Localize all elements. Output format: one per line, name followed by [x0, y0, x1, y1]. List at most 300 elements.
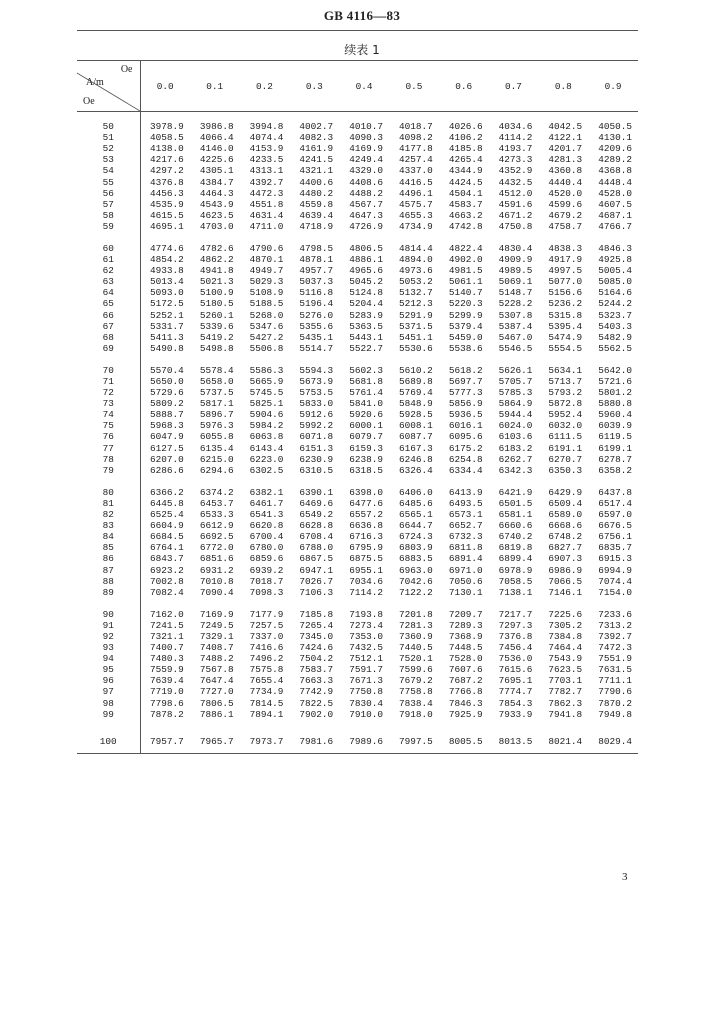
- corner-label-row-unit: Oe: [83, 96, 95, 107]
- column-header: 0.8: [538, 61, 588, 112]
- column-header: 0.4: [339, 61, 389, 112]
- table-row: [77, 542, 638, 553]
- table-cell: 5283.9: [349, 309, 383, 321]
- table-cell: 6939.2: [249, 564, 284, 576]
- table-row: [77, 332, 638, 343]
- row-header-oe: 74: [77, 409, 140, 420]
- table-cell: 6668.6: [548, 520, 583, 532]
- table-cell: 6223.0: [249, 453, 284, 465]
- table-cell: 5498.8: [199, 342, 234, 354]
- table-row: [77, 154, 638, 165]
- group-spacer: [77, 232, 638, 243]
- table-row: [77, 321, 638, 332]
- table-row: [77, 398, 638, 409]
- table-cell: 6270.7: [548, 453, 583, 465]
- table-cell: 6469.6: [299, 497, 334, 509]
- table-cell: 5920.6: [349, 409, 383, 421]
- table-cell: 7209.7: [448, 608, 483, 620]
- table-cell: 5148.7: [498, 287, 533, 299]
- table-cell: 7647.4: [199, 675, 234, 687]
- table-row: [77, 287, 638, 298]
- table-cell: 5236.2: [548, 298, 583, 310]
- table-cell: 7695.1: [498, 675, 533, 687]
- table-cell: 7536.0: [498, 653, 533, 665]
- table-cell: 8021.4: [538, 731, 588, 754]
- table-cell: 6191.1: [548, 442, 583, 454]
- table-cell: 4329.0: [349, 165, 383, 177]
- table-cell: 7313.2: [598, 619, 632, 631]
- table-cell: 7902.0: [299, 708, 334, 720]
- table-cell: 4567.7: [349, 198, 383, 210]
- row-header-oe: 93: [77, 642, 140, 653]
- table-cell: 5419.2: [199, 331, 234, 343]
- table-cell: 7854.3: [498, 697, 533, 709]
- table-cell: 4663.2: [448, 209, 483, 221]
- table-cell: 5228.2: [498, 298, 533, 310]
- table-cell: 6087.7: [399, 431, 433, 443]
- table-cell: 5530.6: [399, 342, 433, 354]
- table-cell: 4870.1: [249, 254, 284, 266]
- table-cell: 7806.5: [199, 697, 234, 709]
- table-cell: 7528.0: [448, 653, 483, 665]
- table-cell: 7591.7: [349, 664, 383, 676]
- table-cell: 7185.8: [299, 608, 334, 620]
- table-cell: 4297.2: [150, 165, 184, 177]
- table-cell: 4321.1: [299, 165, 334, 177]
- table-cell: 3986.8: [199, 121, 234, 133]
- row-header-oe: 100: [77, 731, 140, 754]
- table-cell: 4042.5: [548, 121, 583, 133]
- table-cell: 4766.7: [598, 220, 632, 232]
- table-cell: 6589.0: [548, 509, 583, 521]
- conversion-table-container: [77, 60, 638, 754]
- table-cell: 6955.1: [349, 564, 383, 576]
- table-cell: 4941.8: [199, 265, 234, 277]
- table-row: [77, 465, 638, 476]
- table-cell: 5665.9: [249, 376, 284, 388]
- row-header-oe: 80: [77, 487, 140, 498]
- table-cell: 6063.8: [249, 431, 284, 443]
- table-cell: 6604.9: [150, 520, 184, 532]
- table-cell: 5140.7: [448, 287, 483, 299]
- table-row: [77, 686, 638, 697]
- table-cell: 7925.9: [448, 708, 483, 720]
- row-header-oe: 52: [77, 143, 140, 154]
- table-cell: 7146.1: [548, 586, 583, 598]
- table-cell: 4432.5: [498, 176, 533, 188]
- table-cell: 5276.0: [299, 309, 334, 321]
- row-header-oe: 60: [77, 243, 140, 254]
- table-row: [77, 709, 638, 720]
- table-cell: 4217.6: [150, 154, 184, 166]
- table-cell: 7567.8: [199, 664, 234, 676]
- table-cell: 5069.1: [498, 276, 533, 288]
- table-cell: 4305.1: [199, 165, 234, 177]
- table-cell: 4543.9: [199, 198, 234, 210]
- row-header-oe: 96: [77, 675, 140, 686]
- group-spacer: [77, 354, 638, 365]
- table-cell: 7225.6: [548, 608, 583, 620]
- page-number: 3: [622, 871, 628, 883]
- table-cell: 4925.8: [598, 254, 632, 266]
- table-cell: 7774.7: [498, 686, 533, 698]
- table-cell: 4456.3: [150, 187, 184, 199]
- table-cell: 7066.5: [548, 575, 583, 587]
- table-cell: 5156.6: [548, 287, 583, 299]
- table-cell: 5697.7: [448, 376, 483, 388]
- table-cell: 7997.5: [389, 731, 439, 754]
- table-cell: 4917.9: [548, 254, 583, 266]
- table-cell: 7910.0: [349, 708, 383, 720]
- table-row: [77, 365, 638, 376]
- table-cell: 6127.5: [150, 442, 184, 454]
- row-header-oe: 57: [77, 199, 140, 210]
- table-cell: 6644.7: [399, 520, 433, 532]
- table-cell: 4512.0: [498, 187, 533, 199]
- table-cell: 7941.8: [548, 708, 583, 720]
- table-cell: 4265.4: [448, 154, 483, 166]
- table-cell: 5650.0: [150, 376, 184, 388]
- table-cell: 6740.2: [498, 531, 533, 543]
- table-cell: 7981.6: [289, 731, 339, 754]
- table-cell: 5427.2: [249, 331, 284, 343]
- table-cell: 5872.8: [548, 398, 583, 410]
- table-cell: 5506.8: [249, 342, 284, 354]
- table-cell: 6151.3: [299, 442, 334, 454]
- table-cell: 5912.6: [299, 409, 334, 421]
- table-cell: 6382.1: [249, 486, 284, 498]
- table-cell: 8005.5: [439, 731, 489, 754]
- table-cell: 6421.9: [498, 486, 533, 498]
- table-cell: 5673.9: [299, 376, 334, 388]
- table-cell: 6254.8: [448, 453, 483, 465]
- table-cell: 7265.4: [299, 619, 334, 631]
- table-cell: 7464.4: [548, 642, 583, 654]
- group-spacer: [77, 112, 638, 122]
- table-row: [77, 454, 638, 465]
- table-cell: 5984.2: [249, 420, 284, 432]
- table-cell: 7782.7: [548, 686, 583, 698]
- table-cell: 5451.1: [399, 331, 433, 343]
- table-cell: 7472.3: [598, 642, 632, 654]
- table-cell: 7162.0: [150, 608, 184, 620]
- table-cell: 6199.1: [598, 442, 632, 454]
- table-cell: 4066.4: [199, 132, 234, 144]
- table-cell: 7742.9: [299, 686, 334, 698]
- table-cell: 6398.0: [349, 486, 383, 498]
- table-cell: 5761.4: [349, 387, 383, 399]
- table-cell: 4464.3: [199, 187, 234, 199]
- table-cell: 5825.1: [249, 398, 284, 410]
- table-cell: 4671.2: [498, 209, 533, 221]
- table-cell: 4782.6: [199, 242, 234, 254]
- row-header-oe: 86: [77, 553, 140, 564]
- table-cell: 7679.2: [399, 675, 433, 687]
- row-header-oe: 53: [77, 154, 140, 165]
- table-cell: 7790.6: [598, 686, 632, 698]
- table-cell: 5522.7: [349, 342, 383, 354]
- table-cell: 4742.8: [448, 220, 483, 232]
- table-cell: 4496.1: [399, 187, 433, 199]
- row-header-oe: 85: [77, 542, 140, 553]
- table-cell: 5848.9: [399, 398, 433, 410]
- table-cell: 5880.8: [598, 398, 632, 410]
- table-row: [77, 698, 638, 709]
- table-cell: 4718.9: [299, 220, 334, 232]
- table-cell: 5299.9: [448, 309, 483, 321]
- table-cell: 6581.1: [498, 509, 533, 521]
- table-cell: 4169.9: [349, 143, 383, 155]
- table-cell: 6358.2: [598, 464, 632, 476]
- table-row: [77, 121, 638, 132]
- table-row: [77, 188, 638, 199]
- table-cell: 4726.9: [349, 220, 383, 232]
- table-cell: 5124.8: [349, 287, 383, 299]
- table-cell: 4472.3: [249, 187, 284, 199]
- table-cell: 5968.3: [150, 420, 184, 432]
- table-row: [77, 298, 638, 309]
- row-header-oe: 94: [77, 653, 140, 664]
- group-spacer: [77, 476, 638, 487]
- table-cell: 7026.7: [299, 575, 334, 587]
- table-cell: 5467.0: [498, 331, 533, 343]
- table-cell: 5554.5: [548, 342, 583, 354]
- table-cell: 7798.6: [150, 697, 184, 709]
- table-cell: 6342.3: [498, 464, 533, 476]
- table-cell: 4623.5: [199, 209, 234, 221]
- table-cell: 5077.0: [548, 276, 583, 288]
- table-cell: 5864.9: [498, 398, 533, 410]
- table-cell: 5793.2: [548, 387, 583, 399]
- table-cell: 4750.8: [498, 220, 533, 232]
- table-cell: 5634.1: [548, 364, 583, 376]
- table-cell: 7599.6: [399, 664, 433, 676]
- table-cell: 5992.2: [299, 420, 334, 432]
- table-row: [77, 243, 638, 254]
- table-cell: 5474.9: [548, 331, 583, 343]
- table-cell: 6111.5: [548, 431, 583, 443]
- table-cell: 4114.2: [498, 132, 533, 144]
- table-cell: 6032.0: [548, 420, 583, 432]
- table-cell: 6867.5: [299, 553, 334, 565]
- table-cell: 5100.9: [199, 287, 234, 299]
- table-cell: 5610.2: [399, 364, 433, 376]
- table-row: [77, 176, 638, 187]
- table-row: [77, 509, 638, 520]
- table-cell: 6994.9: [598, 564, 632, 576]
- row-header-oe: 51: [77, 132, 140, 143]
- table-cell: 6262.7: [498, 453, 533, 465]
- table-cell: 6692.5: [199, 531, 234, 543]
- column-header: 0.5: [389, 61, 439, 112]
- table-cell: 4249.4: [349, 154, 383, 166]
- table-cell: 4599.6: [548, 198, 583, 210]
- table-cell: 6931.2: [199, 564, 234, 576]
- table-cell: 6302.5: [249, 464, 284, 476]
- table-cell: 6278.7: [598, 453, 632, 465]
- table-cell: 5093.0: [150, 287, 184, 299]
- table-cell: 5681.8: [349, 376, 383, 388]
- table-cell: 6978.9: [498, 564, 533, 576]
- table-cell: 4687.1: [598, 209, 632, 221]
- table-cell: 5936.5: [448, 409, 483, 421]
- row-header-oe: 67: [77, 321, 140, 332]
- table-cell: 7949.8: [598, 708, 632, 720]
- table-cell: 7830.4: [349, 697, 383, 709]
- row-header-oe: 92: [77, 631, 140, 642]
- table-cell: 4957.7: [299, 265, 334, 277]
- table-cell: 6135.4: [199, 442, 234, 454]
- table-cell: 5363.5: [349, 320, 383, 332]
- table-cell: 5252.1: [150, 309, 184, 321]
- table-cell: 6509.4: [548, 497, 583, 509]
- table-cell: 7360.9: [399, 630, 433, 642]
- table-cell: 6883.5: [399, 553, 433, 565]
- table-cell: 5459.0: [448, 331, 483, 343]
- table-cell: 5705.7: [498, 376, 533, 388]
- table-cell: 4878.1: [299, 254, 334, 266]
- table-cell: 4583.7: [448, 198, 483, 210]
- table-cell: 6326.4: [399, 464, 433, 476]
- table-cell: 4313.1: [249, 165, 284, 177]
- table-cell: 7114.2: [349, 586, 383, 598]
- table-cell: 7870.2: [598, 697, 632, 709]
- table-cell: 6859.6: [249, 553, 284, 565]
- table-cell: 6207.0: [150, 453, 184, 465]
- table-row: [77, 210, 638, 221]
- table-cell: 6764.1: [150, 542, 184, 554]
- table-cell: 7154.0: [598, 586, 632, 598]
- table-cell: 4631.4: [249, 209, 284, 221]
- row-header-oe: 62: [77, 265, 140, 276]
- table-cell: 6413.9: [448, 486, 483, 498]
- table-cell: 6971.0: [448, 564, 483, 576]
- table-cell: 5435.1: [299, 331, 334, 343]
- table-cell: 5220.3: [448, 298, 483, 310]
- table-cell: 7122.2: [399, 586, 433, 598]
- table-cell: 6429.9: [548, 486, 583, 498]
- row-header-oe: 75: [77, 420, 140, 431]
- table-cell: 6159.3: [349, 442, 383, 454]
- row-header-oe: 65: [77, 298, 140, 309]
- table-cell: 7687.2: [448, 675, 483, 687]
- table-row: [77, 631, 638, 642]
- table-cell: 5307.8: [498, 309, 533, 321]
- table-cell: 5005.4: [598, 265, 632, 277]
- table-row: [77, 265, 638, 276]
- table-cell: 4559.8: [299, 198, 334, 210]
- table-cell: 6541.3: [249, 509, 284, 521]
- table-cell: 6183.2: [498, 442, 533, 454]
- table-cell: 4138.0: [150, 143, 184, 155]
- table-cell: 5411.3: [150, 331, 184, 343]
- table-cell: 7337.0: [249, 630, 284, 642]
- table-body: [77, 112, 638, 754]
- table-row: [77, 431, 638, 442]
- table-cell: 6986.9: [548, 564, 583, 576]
- table-cell: 6461.7: [249, 497, 284, 509]
- table-cell: 7822.5: [299, 697, 334, 709]
- table-cell: 4090.3: [349, 132, 383, 144]
- table-cell: 6079.7: [349, 431, 383, 443]
- table-cell: 6517.4: [598, 497, 632, 509]
- table-cell: 4703.0: [199, 220, 234, 232]
- table-cell: 7074.4: [598, 575, 632, 587]
- table-cell: 4130.1: [598, 132, 632, 144]
- row-header-oe: 89: [77, 587, 140, 598]
- row-header-oe: 78: [77, 454, 140, 465]
- table-cell: 6708.4: [299, 531, 334, 543]
- table-cell: 6549.2: [299, 509, 334, 521]
- table-header-row: [77, 61, 638, 112]
- table-cell: 6103.6: [498, 431, 533, 443]
- table-row: [77, 409, 638, 420]
- table-cell: 5403.3: [598, 320, 632, 332]
- table-row: [77, 143, 638, 154]
- table-cell: 6660.6: [498, 520, 533, 532]
- table-cell: 7034.6: [349, 575, 383, 587]
- table-cell: 5029.3: [249, 276, 284, 288]
- table-cell: 6175.2: [448, 442, 483, 454]
- table-cell: 7703.1: [548, 675, 583, 687]
- corner-cell: [77, 61, 140, 112]
- table-cell: 6732.3: [448, 531, 483, 543]
- row-header-oe: 50: [77, 121, 140, 132]
- table-cell: 5817.1: [199, 398, 234, 410]
- table-cell: 4416.5: [399, 176, 433, 188]
- row-header-oe: 87: [77, 564, 140, 575]
- table-cell: 7177.9: [249, 608, 284, 620]
- table-cell: 7631.5: [598, 664, 632, 676]
- table-cell: 6803.9: [399, 542, 433, 554]
- table-cell: 7297.3: [498, 619, 533, 631]
- row-header-oe: 59: [77, 221, 140, 232]
- table-cell: 4161.9: [299, 143, 334, 155]
- table-cell: 5180.5: [199, 298, 234, 310]
- table-cell: 4018.7: [399, 121, 433, 133]
- table-cell: 7480.3: [150, 653, 184, 665]
- table-cell: 4902.0: [448, 254, 483, 266]
- table-cell: 7766.8: [448, 686, 483, 698]
- table-cell: 7663.3: [299, 675, 334, 687]
- table-cell: 5538.6: [448, 342, 483, 354]
- row-header-oe: 66: [77, 310, 140, 321]
- table-cell: 7345.0: [299, 630, 334, 642]
- table-cell: 5490.8: [150, 342, 184, 354]
- table-cell: 6000.1: [349, 420, 383, 432]
- table-cell: 7989.6: [339, 731, 389, 754]
- table-cell: 4615.5: [150, 209, 184, 221]
- table-cell: 5809.2: [150, 398, 184, 410]
- table-cell: 7512.1: [349, 653, 383, 665]
- table-cell: 5689.8: [399, 376, 433, 388]
- table-cell: 7169.9: [199, 608, 234, 620]
- table-cell: 6772.0: [199, 542, 234, 554]
- column-header: 0.3: [289, 61, 339, 112]
- table-cell: 7257.5: [249, 619, 284, 631]
- table-cell: 5037.3: [299, 276, 334, 288]
- table-cell: 4965.6: [349, 265, 383, 277]
- table-cell: 7639.4: [150, 675, 184, 687]
- table-cell: 7432.5: [349, 642, 383, 654]
- table-cell: 7583.7: [299, 664, 334, 676]
- table-cell: 6493.5: [448, 497, 483, 509]
- table-cell: 7623.5: [548, 664, 583, 676]
- table-cell: 7241.5: [150, 619, 184, 631]
- table-cell: 4949.7: [249, 265, 284, 277]
- table-cell: 6318.5: [349, 464, 383, 476]
- row-header-oe: 70: [77, 365, 140, 376]
